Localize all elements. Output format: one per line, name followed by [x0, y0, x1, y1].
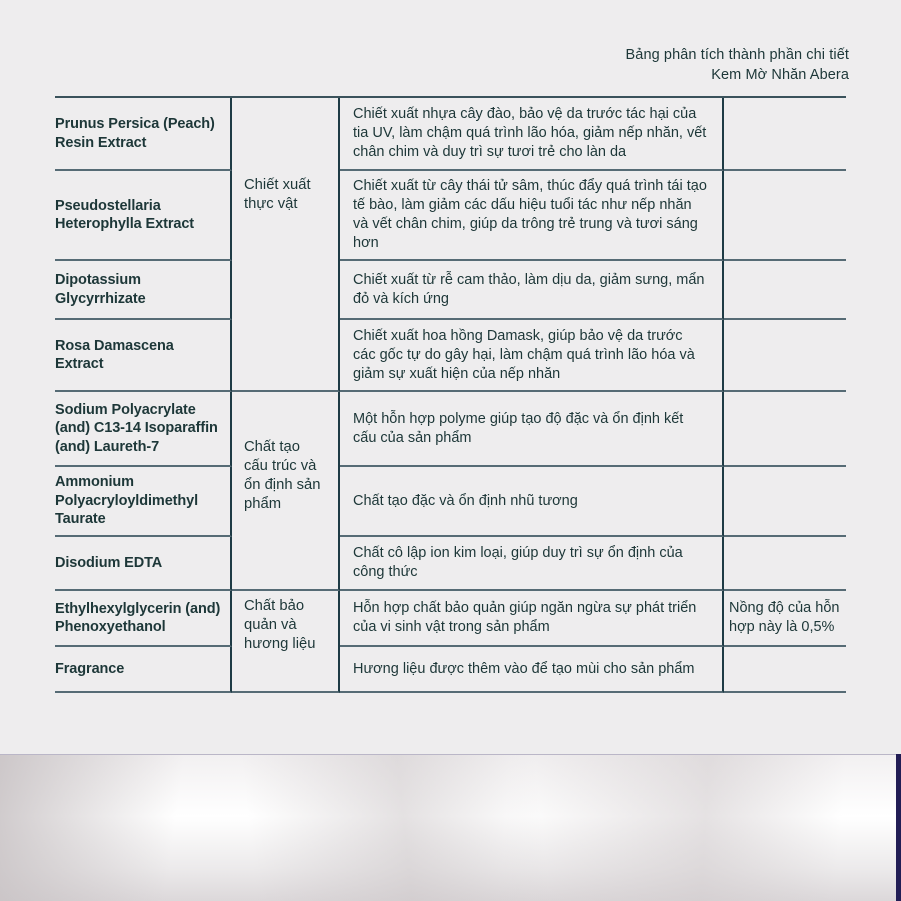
ingredient-note [724, 647, 846, 693]
ingredient-description: Chiết xuất hoa hồng Damask, giúp bảo vệ da trước các gốc tự do gây hại, làm chậm quá trình lão hóa và giảm sự xuất hiện của nếp nhăn [340, 320, 724, 392]
ingredient-note [724, 171, 846, 261]
silk-wave-decoration [0, 754, 901, 901]
ingredient-description: Chất cô lập ion kim loại, giúp duy trì sự ổn định của công thức [340, 537, 724, 591]
ingredient-note [724, 467, 846, 537]
ingredient-name: Pseudostellaria Heterophylla Extract [55, 171, 232, 261]
page-title [626, 46, 849, 85]
ingredient-description: Chiết xuất nhựa cây đào, bảo vệ da trước tác hại của tia UV, làm chậm quá trình lão hóa, giảm nếp nhăn, vết chân chim và duy trì sự tươi trẻ cho làn da [340, 98, 724, 171]
ingredient-name: Fragrance [55, 647, 232, 693]
ingredient-description: Một hỗn hợp polyme giúp tạo độ đặc và ổn định kết cấu của sản phẩm [340, 392, 724, 467]
category-preservatives-fragrance: Chất bảo quản và hương liệu [232, 591, 340, 693]
ingredient-name: Ammonium Polyacryloyldimethyl Taurate [55, 467, 232, 537]
page-title-line1: Bảng phân tích thành phần chi tiết [625, 47, 849, 63]
ingredient-note [724, 98, 846, 171]
ingredient-name: Rosa Damascena Extract [55, 320, 232, 392]
ingredient-note [724, 261, 846, 320]
ingredient-note [724, 320, 846, 392]
ingredient-description: Hỗn hợp chất bảo quản giúp ngăn ngừa sự phát triển của vi sinh vật trong sản phẩm [340, 591, 724, 647]
ingredient-description: Hương liệu được thêm vào để tạo mùi cho sản phẩm [340, 647, 724, 693]
ingredient-name: Disodium EDTA [55, 537, 232, 591]
category-plant-extracts: Chiết xuất thực vật [232, 98, 340, 392]
ingredient-name: Dipotassium Glycyrrhizate [55, 261, 232, 320]
category-texture-stabilizers: Chất tạo cấu trúc và ổn định sản phẩm [232, 392, 340, 591]
ingredient-note [724, 537, 846, 591]
ingredient-note [724, 392, 846, 467]
ingredient-description: Chiết xuất từ rễ cam thảo, làm dịu da, giảm sưng, mẩn đỏ và kích ứng [340, 261, 724, 320]
ingredient-description: Chiết xuất từ cây thái tử sâm, thúc đẩy quá trình tái tạo tế bào, làm giảm các dấu hiệu tuổi tác như nếp nhăn và vết chân chim, giúp da trông trẻ trung và tươi sáng hơn [340, 171, 724, 261]
ingredient-description: Chất tạo đặc và ổn định nhũ tương [340, 467, 724, 537]
ingredient-name: Prunus Persica (Peach) Resin Extract [55, 98, 232, 171]
navy-accent-bar [896, 754, 901, 901]
ingredient-name: Ethylhexylglycerin (and) Phenoxyethanol [55, 591, 232, 647]
ingredient-analysis-table [55, 96, 846, 693]
ingredient-note-concentration: Nồng độ của hỗn hợp này là 0,5% [724, 591, 846, 647]
page-title-line2: Kem Mờ Nhăn Abera [711, 66, 849, 83]
ingredient-name: Sodium Polyacrylate (and) C13-14 Isoparaffin (and) Laureth-7 [55, 392, 232, 467]
